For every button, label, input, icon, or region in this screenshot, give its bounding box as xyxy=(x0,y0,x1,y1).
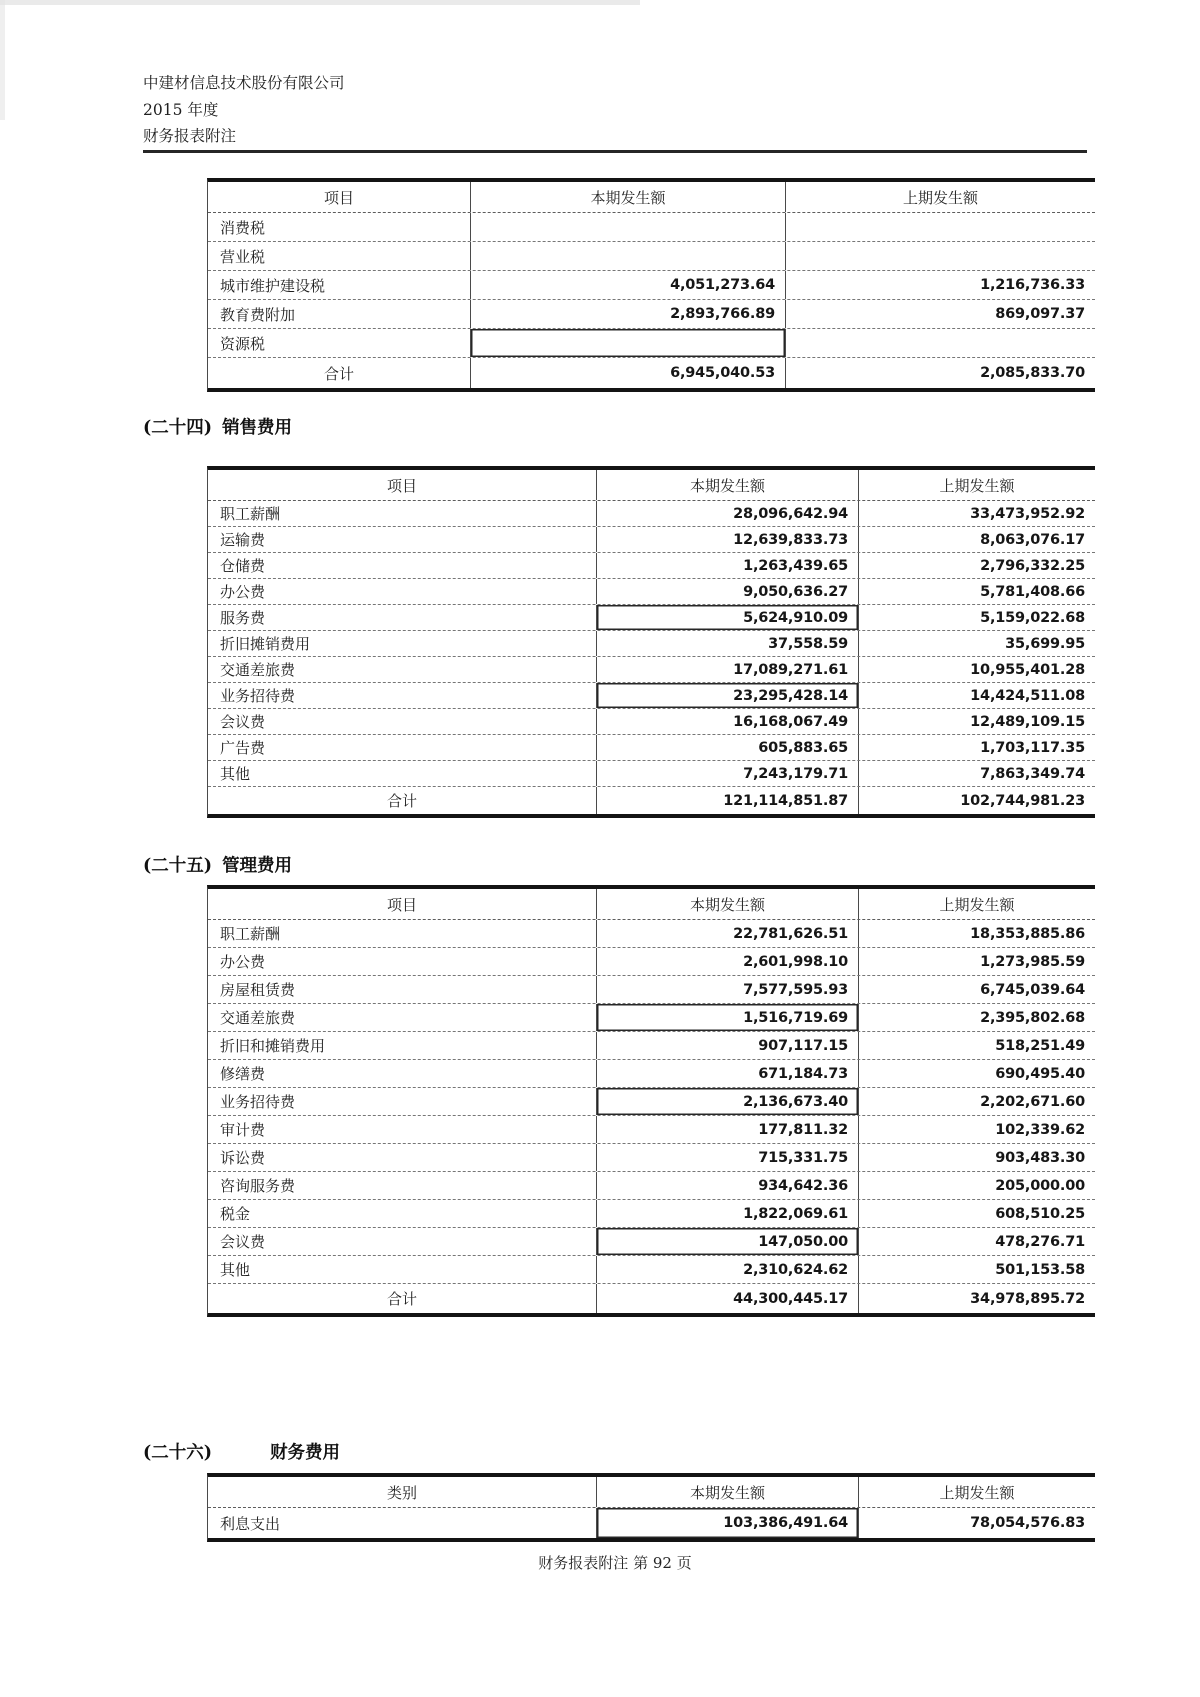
prior-period-value: 8,063,076.17 xyxy=(858,527,1095,552)
table-row xyxy=(208,605,1095,631)
table-header-row xyxy=(208,182,1095,213)
prior-period-value: 690,495.40 xyxy=(858,1060,1095,1087)
section-number: (二十四) xyxy=(143,418,213,438)
finance-expenses-table xyxy=(207,1473,1095,1542)
scan-edge-artifact xyxy=(0,0,640,5)
prior-period-value: 1,216,736.33 xyxy=(785,271,1095,299)
section-number: (二十六) xyxy=(143,1443,213,1463)
current-period-value: 2,136,673.40 xyxy=(596,1088,858,1115)
current-period-value xyxy=(470,329,785,357)
current-period-value: 907,117.15 xyxy=(596,1032,858,1059)
table-row xyxy=(208,683,1095,709)
total-prior-value: 34,978,895.72 xyxy=(858,1284,1095,1313)
row-label: 会议费 xyxy=(220,713,266,731)
current-period-value: 2,893,766.89 xyxy=(470,300,785,328)
row-label: 其他 xyxy=(220,765,251,783)
table-row xyxy=(208,501,1095,527)
section-name: 销售费用 xyxy=(222,418,293,438)
section-name: 管理费用 xyxy=(222,856,293,876)
prior-period-value: 5,781,408.66 xyxy=(858,579,1095,604)
row-label: 业务招待费 xyxy=(220,687,296,705)
section-title-admin-expenses xyxy=(143,852,292,877)
prior-period-value: 10,955,401.28 xyxy=(858,657,1095,682)
table-row xyxy=(208,1200,1095,1228)
row-label: 房屋租赁费 xyxy=(220,981,296,999)
current-period-value: 1,263,439.65 xyxy=(596,553,858,578)
header-divider xyxy=(143,150,1087,153)
table-row xyxy=(208,1144,1095,1172)
prior-period-value: 33,473,952.92 xyxy=(858,501,1095,526)
current-period-value: 9,050,636.27 xyxy=(596,579,858,604)
table-row xyxy=(208,1060,1095,1088)
prior-period-value: 35,699.95 xyxy=(858,631,1095,656)
table-row xyxy=(208,1088,1095,1116)
table-row xyxy=(208,213,1095,242)
column-header-item: 项目 xyxy=(323,188,354,207)
prior-period-value: 5,159,022.68 xyxy=(858,605,1095,630)
total-label: 合计 xyxy=(386,792,417,810)
prior-period-value: 6,745,039.64 xyxy=(858,976,1095,1003)
current-period-value: 37,558.59 xyxy=(596,631,858,656)
table-row xyxy=(208,300,1095,329)
table-total-row xyxy=(208,787,1095,814)
row-label: 营业税 xyxy=(220,247,266,266)
row-label: 咨询服务费 xyxy=(220,1177,296,1195)
prior-period-value: 903,483.30 xyxy=(858,1144,1095,1171)
table-row xyxy=(208,920,1095,948)
table-row xyxy=(208,761,1095,787)
prior-period-value: 501,153.58 xyxy=(858,1256,1095,1283)
prior-period-value: 2,796,332.25 xyxy=(858,553,1095,578)
row-label: 会议费 xyxy=(220,1233,266,1251)
row-label: 运输费 xyxy=(220,531,266,549)
current-period-value: 1,516,719.69 xyxy=(596,1004,858,1031)
table-total-row xyxy=(208,358,1095,388)
row-label: 仓储费 xyxy=(220,557,266,575)
column-header-item: 类别 xyxy=(386,1483,417,1502)
prior-period-value xyxy=(785,329,1095,357)
table-row xyxy=(208,1228,1095,1256)
prior-period-value: 869,097.37 xyxy=(785,300,1095,328)
admin-expenses-table xyxy=(207,885,1095,1317)
current-period-value: 103,386,491.64 xyxy=(596,1508,858,1538)
total-label: 合计 xyxy=(323,364,354,383)
prior-period-value: 1,273,985.59 xyxy=(858,948,1095,975)
table-header-row xyxy=(208,1477,1095,1508)
column-header-current-period: 本期发生额 xyxy=(596,889,858,919)
current-period-value: 22,781,626.51 xyxy=(596,920,858,947)
table-row xyxy=(208,329,1095,358)
prior-period-value: 1,703,117.35 xyxy=(858,735,1095,760)
current-period-value: 934,642.36 xyxy=(596,1172,858,1199)
table-row xyxy=(208,527,1095,553)
table-header-row xyxy=(208,889,1095,920)
table-total-row xyxy=(208,1284,1095,1313)
table-row xyxy=(208,553,1095,579)
row-label: 职工薪酬 xyxy=(220,505,281,523)
section-number: (二十五) xyxy=(143,856,213,876)
total-prior-value: 102,744,981.23 xyxy=(858,787,1095,814)
table-row xyxy=(208,948,1095,976)
scan-edge-artifact xyxy=(0,0,5,120)
current-period-value xyxy=(470,213,785,241)
section-name: 财务费用 xyxy=(270,1443,341,1463)
row-label: 折旧和摊销费用 xyxy=(220,1037,326,1055)
table-row xyxy=(208,271,1095,300)
prior-period-value xyxy=(785,242,1095,270)
table-row xyxy=(208,1032,1095,1060)
row-label: 资源税 xyxy=(220,334,266,353)
prior-period-value: 12,489,109.15 xyxy=(858,709,1095,734)
column-header-current-period: 本期发生额 xyxy=(596,1477,858,1507)
row-label: 职工薪酬 xyxy=(220,925,281,943)
row-label: 服务费 xyxy=(220,609,266,627)
table-row xyxy=(208,1256,1095,1284)
current-period-value: 17,089,271.61 xyxy=(596,657,858,682)
prior-period-value: 7,863,349.74 xyxy=(858,761,1095,786)
row-label: 折旧摊销费用 xyxy=(220,635,311,653)
prior-period-value: 102,339.62 xyxy=(858,1116,1095,1143)
row-label: 诉讼费 xyxy=(220,1149,266,1167)
column-header-prior-period: 上期发生额 xyxy=(858,889,1095,919)
table-row xyxy=(208,1116,1095,1144)
row-label: 审计费 xyxy=(220,1121,266,1139)
table-header-row xyxy=(208,470,1095,501)
row-label: 广告费 xyxy=(220,739,266,757)
page-footer: 财务报表附注 第 92 页 xyxy=(538,1554,692,1572)
current-period-value: 12,639,833.73 xyxy=(596,527,858,552)
current-period-value: 671,184.73 xyxy=(596,1060,858,1087)
table-row xyxy=(208,976,1095,1004)
table-row xyxy=(208,657,1095,683)
table-row xyxy=(208,1508,1095,1538)
prior-period-value xyxy=(785,213,1095,241)
current-period-value: 147,050.00 xyxy=(596,1228,858,1255)
prior-period-value: 2,395,802.68 xyxy=(858,1004,1095,1031)
column-header-item: 项目 xyxy=(386,895,417,914)
column-header-current-period: 本期发生额 xyxy=(596,470,858,500)
column-header-current-period: 本期发生额 xyxy=(470,182,785,212)
document-title: 财务报表附注 xyxy=(143,127,237,146)
column-header-prior-period: 上期发生额 xyxy=(858,1477,1095,1507)
table-row xyxy=(208,709,1095,735)
section-title-selling-expenses xyxy=(143,414,292,439)
total-current-value: 6,945,040.53 xyxy=(470,358,785,388)
current-period-value: 28,096,642.94 xyxy=(596,501,858,526)
current-period-value: 2,310,624.62 xyxy=(596,1256,858,1283)
current-period-value: 7,577,595.93 xyxy=(596,976,858,1003)
row-label: 其他 xyxy=(220,1261,251,1279)
table-row xyxy=(208,735,1095,761)
current-period-value: 2,601,998.10 xyxy=(596,948,858,975)
current-period-value: 5,624,910.09 xyxy=(596,605,858,630)
row-label: 税金 xyxy=(220,1205,251,1223)
row-label: 交通差旅费 xyxy=(220,661,296,679)
row-label: 消费税 xyxy=(220,218,266,237)
column-header-item: 项目 xyxy=(386,476,417,495)
row-label: 城市维护建设税 xyxy=(220,276,326,295)
total-current-value: 44,300,445.17 xyxy=(596,1284,858,1313)
total-current-value: 121,114,851.87 xyxy=(596,787,858,814)
row-label: 办公费 xyxy=(220,583,266,601)
prior-period-value: 518,251.49 xyxy=(858,1032,1095,1059)
section-title-finance-expenses xyxy=(143,1439,340,1464)
current-period-value: 16,168,067.49 xyxy=(596,709,858,734)
prior-period-value: 14,424,511.08 xyxy=(858,683,1095,708)
current-period-value: 177,811.32 xyxy=(596,1116,858,1143)
prior-period-value: 18,353,885.86 xyxy=(858,920,1095,947)
tax-surcharge-table xyxy=(207,178,1095,392)
row-label: 利息支出 xyxy=(220,1514,281,1533)
row-label: 教育费附加 xyxy=(220,305,296,324)
prior-period-value: 478,276.71 xyxy=(858,1228,1095,1255)
column-header-prior-period: 上期发生额 xyxy=(858,470,1095,500)
company-name: 中建材信息技术股份有限公司 xyxy=(143,74,345,92)
prior-period-value: 608,510.25 xyxy=(858,1200,1095,1227)
current-period-value: 605,883.65 xyxy=(596,735,858,760)
document-header xyxy=(143,70,345,150)
fiscal-year: 2015 年度 xyxy=(143,100,219,119)
total-label: 合计 xyxy=(386,1290,417,1308)
row-label: 交通差旅费 xyxy=(220,1009,296,1027)
current-period-value: 1,822,069.61 xyxy=(596,1200,858,1227)
prior-period-value: 205,000.00 xyxy=(858,1172,1095,1199)
current-period-value xyxy=(470,242,785,270)
row-label: 业务招待费 xyxy=(220,1093,296,1111)
table-row xyxy=(208,242,1095,271)
row-label: 办公费 xyxy=(220,953,266,971)
table-row xyxy=(208,579,1095,605)
selling-expenses-table xyxy=(207,466,1095,818)
table-row xyxy=(208,1172,1095,1200)
row-label: 修缮费 xyxy=(220,1065,266,1083)
table-row xyxy=(208,631,1095,657)
current-period-value: 7,243,179.71 xyxy=(596,761,858,786)
current-period-value: 4,051,273.64 xyxy=(470,271,785,299)
table-row xyxy=(208,1004,1095,1032)
total-prior-value: 2,085,833.70 xyxy=(785,358,1095,388)
current-period-value: 23,295,428.14 xyxy=(596,683,858,708)
prior-period-value: 2,202,671.60 xyxy=(858,1088,1095,1115)
prior-period-value: 78,054,576.83 xyxy=(858,1508,1095,1538)
current-period-value: 715,331.75 xyxy=(596,1144,858,1171)
column-header-prior-period: 上期发生额 xyxy=(785,182,1095,212)
